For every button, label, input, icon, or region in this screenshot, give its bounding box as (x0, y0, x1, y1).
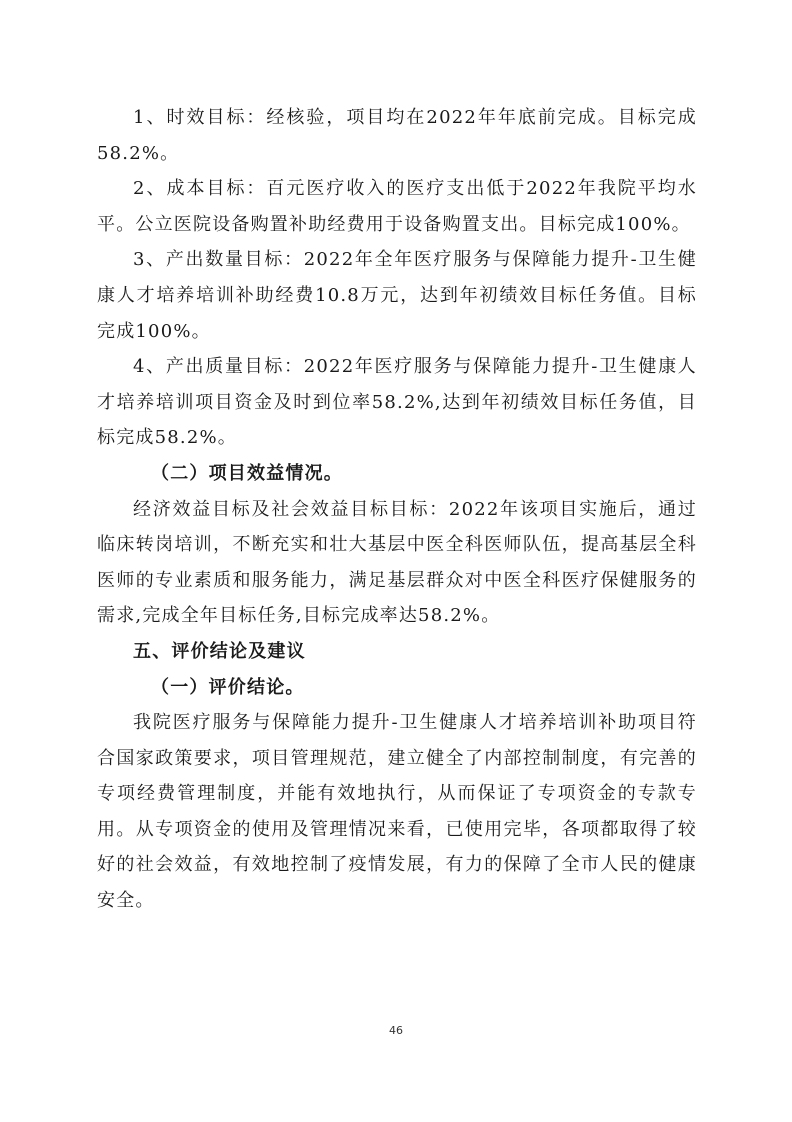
paragraph-conclusion: 我院医疗服务与保障能力提升-卫生健康人才培养培训补助项目符合国家政策要求，项目管理规范，建立健全了内部控制制度，有完善的专项经费管理制度，并能有效地执行，从而保证了专项资金的专款专用。从专项资金的使用及管理情况来看，已使用完毕，各项都取得了较好的社会效益，有效地控制了疫情发展，有力的保障了全市人民的健康安全。 (97, 712, 697, 912)
heading-evaluation-conclusion-and-suggestions: 五、评价结论及建议 (133, 640, 306, 662)
heading-project-benefits: （二）项目效益情况。 (151, 462, 343, 484)
heading-evaluation-conclusion: （一）评价结论。 (151, 676, 305, 698)
page-number: 46 (389, 1024, 403, 1037)
paragraph-time-target: 1、时效目标：经核验，项目均在2022年年底前完成。目标完成58.2%。 (97, 107, 697, 164)
document-body (97, 100, 697, 919)
paragraph-cost-target: 2、成本目标：百元医疗收入的医疗支出低于2022年我院平均水平。公立医院设备购置补助经费用于设备购置支出。目标完成100%。 (97, 178, 697, 235)
paragraph-output-quality-target: 4、产出质量目标：2022年医疗服务与保障能力提升-卫生健康人才培养培训项目资金及时到位率58.2%,达到年初绩效目标任务值，目标完成58.2%。 (97, 356, 697, 449)
paragraph-output-quantity-target: 3、产出数量目标：2022年全年医疗服务与保障能力提升-卫生健康人才培养培训补助经费10.8万元，达到年初绩效目标任务值。目标完成100%。 (97, 249, 697, 342)
paragraph-benefit-targets: 经济效益目标及社会效益目标目标：2022年该项目实施后，通过临床转岗培训，不断充实和壮大基层中医全科医师队伍，提高基层全科医师的专业素质和服务能力，满足基层群众对中医全科医疗保健服务的需求,完成全年目标任务,目标完成率达58.2%。 (97, 498, 697, 627)
